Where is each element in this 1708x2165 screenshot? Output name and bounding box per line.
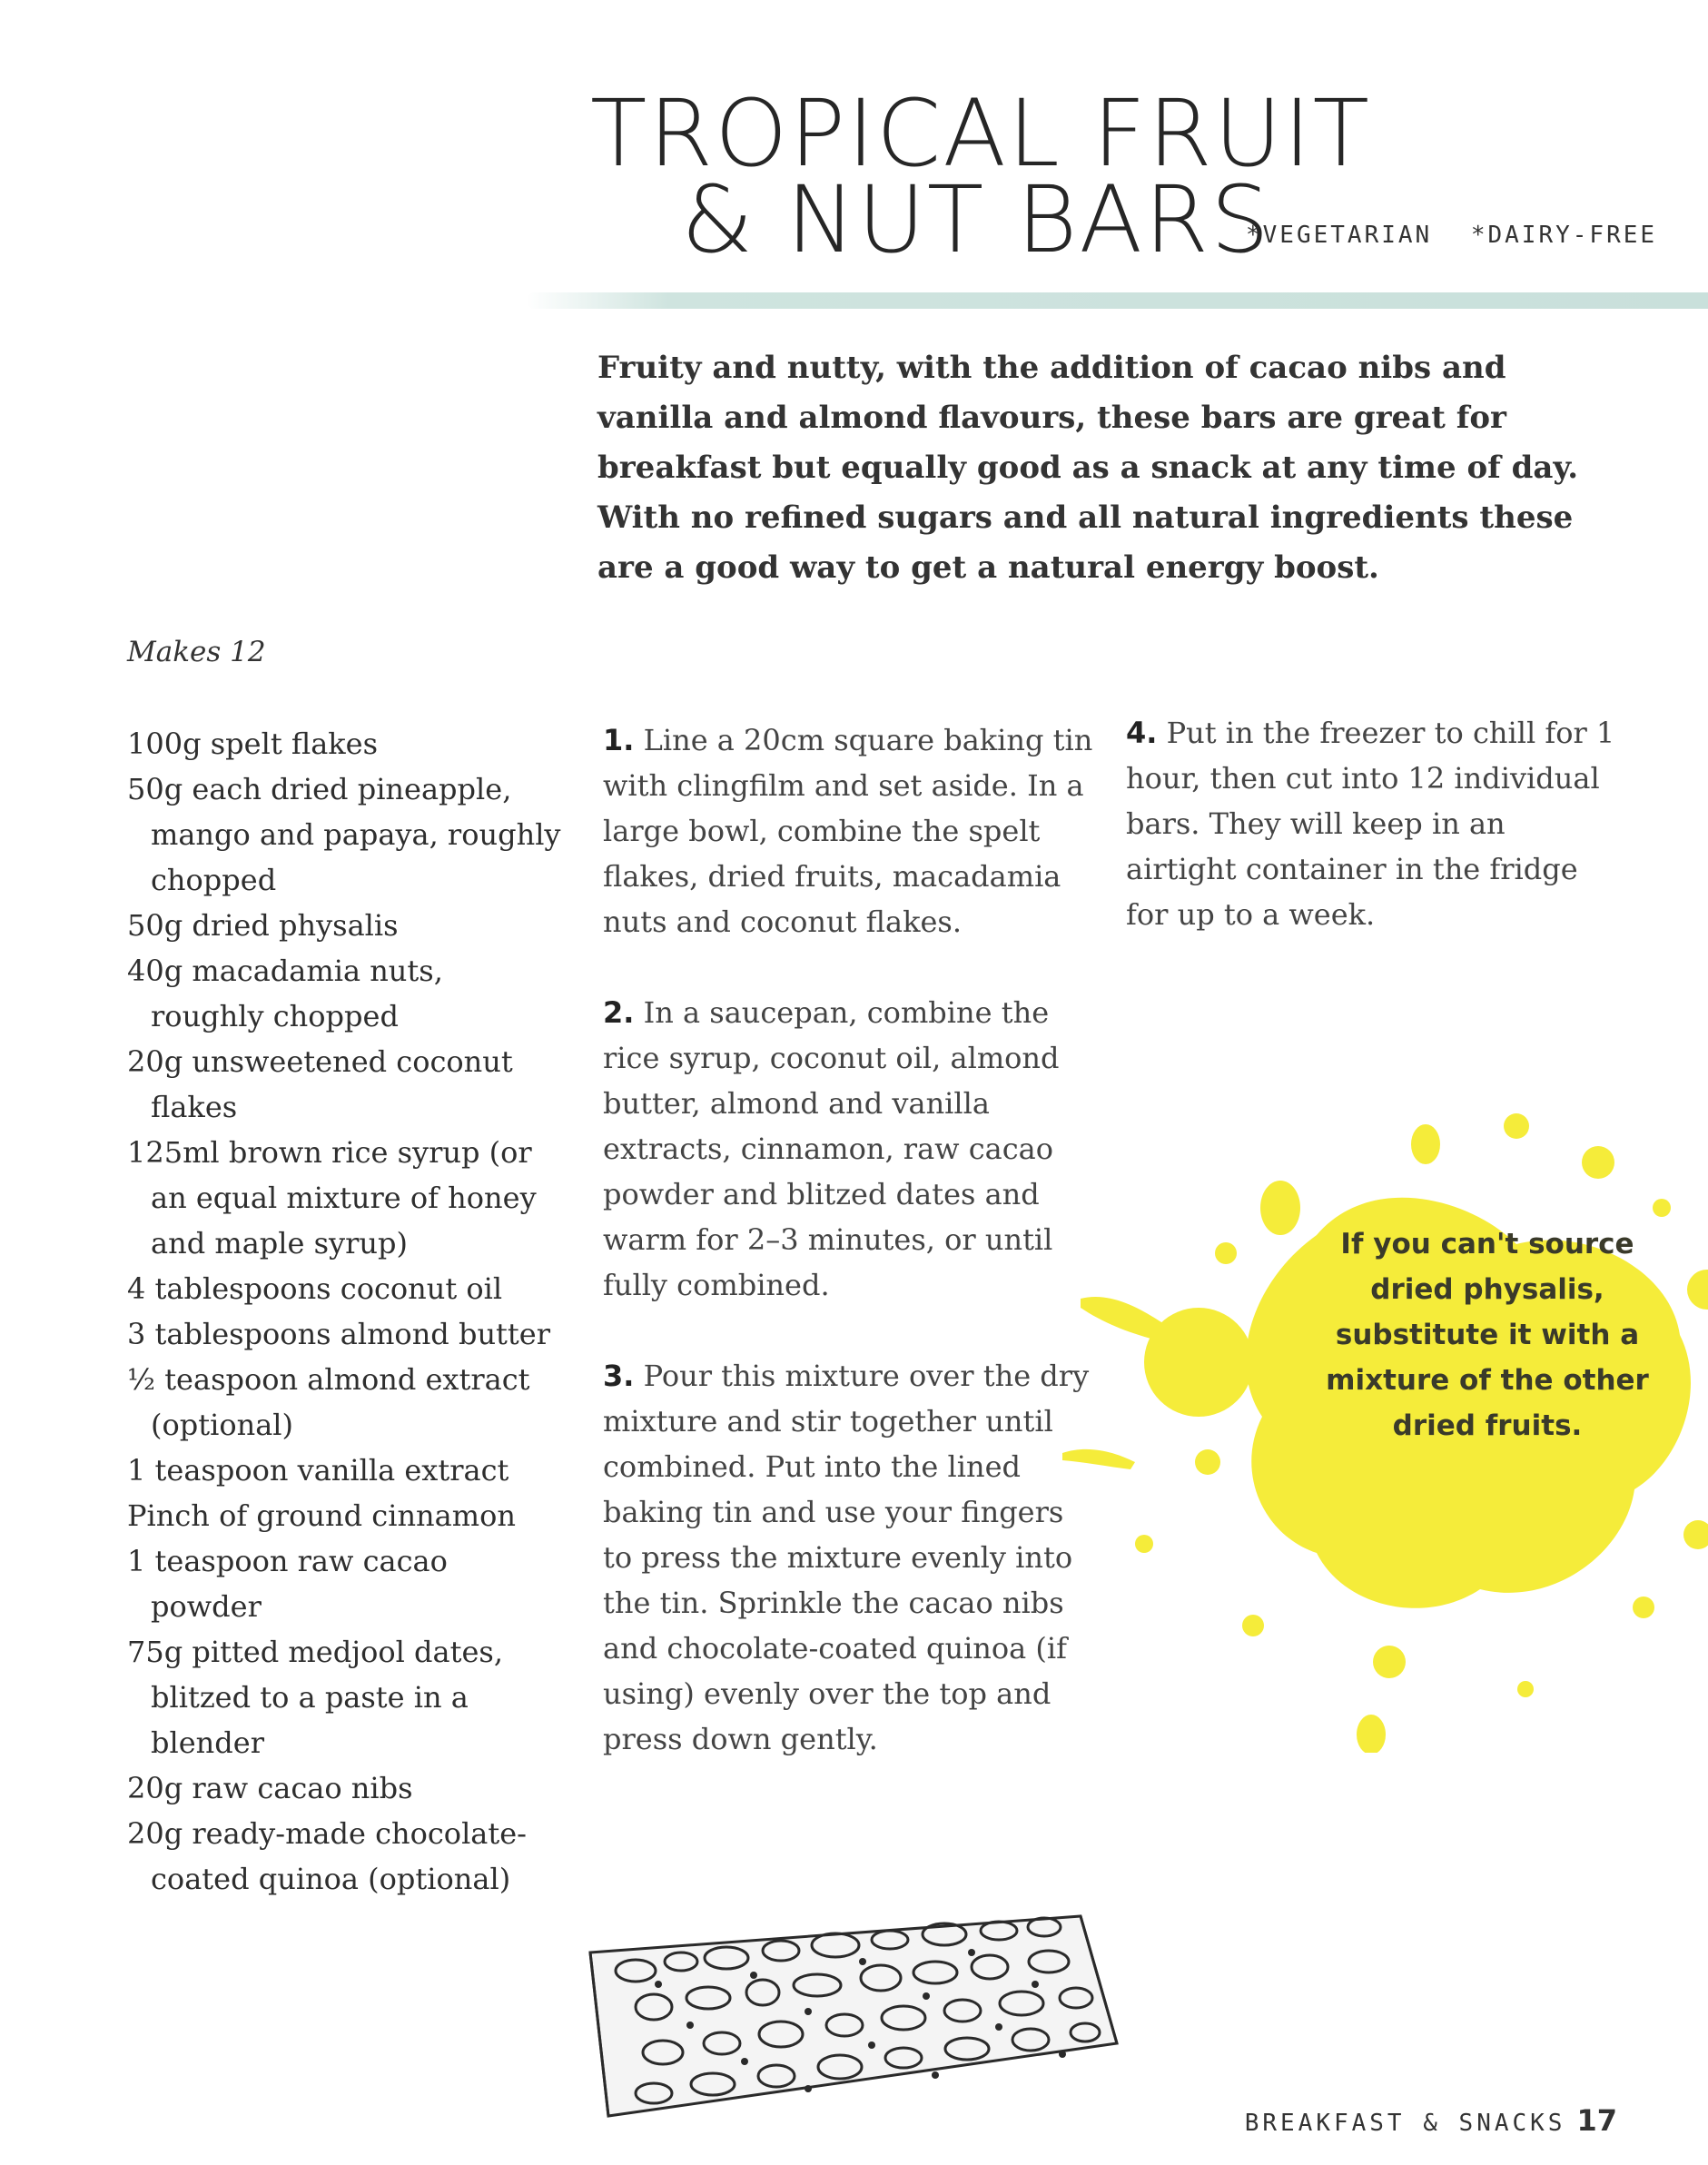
ingredient-item: 40g macadamia nuts, roughly chopped: [127, 954, 443, 1033]
tip-callout: If you can't source dried physalis, substitute it with a mixture of the other dried fruits.: [1326, 1228, 1649, 1442]
step-number: 2.: [603, 995, 635, 1030]
intro-paragraph: Fruity and nutty, with the addition of cacao nibs and vanilla and almond flavours, these bars are great for breakfast but equally good as a snack at any time of day. With no refined sugars and all natural ingredients these are a good way to get a natural energy boost.: [597, 350, 1579, 586]
page-footer: [1245, 2103, 1617, 2138]
ingredient-item: ½ teaspoon almond extract (optional): [127, 1362, 530, 1442]
fruit-nut-bar-illustration: [572, 1898, 1135, 2134]
ingredient-item: 125ml brown rice syrup (or an equal mixture of honey and maple syrup): [127, 1135, 537, 1260]
page-number: 17: [1576, 2103, 1617, 2138]
ingredient-item: 50g each dried pineapple, mango and papaya, roughly chopped: [127, 772, 561, 897]
title-line-1: TROPICAL FRUIT: [590, 80, 1371, 188]
ingredient-list: [127, 721, 563, 1902]
ingredient-item: 100g spelt flakes: [127, 727, 379, 761]
step-text: Pour this mixture over the dry mixture and stir together until combined. Put into the lined baking tin and use your fingers to press the mixture evenly into the tin. Sprinkle the cacao nibs and chocolate-coated quinoa (if using) evenly over the top and press down gently.: [603, 1359, 1090, 1756]
method-step-2: [603, 990, 1093, 1308]
tag-dairy-free: *DAIRY-FREE: [1470, 222, 1658, 249]
diet-tags: [1246, 222, 1679, 249]
ingredient-item: 20g raw cacao nibs: [127, 1771, 413, 1805]
ingredient-item: 20g unsweetened coconut flakes: [127, 1044, 513, 1124]
ingredient-item: 3 tablespoons almond butter: [127, 1317, 550, 1351]
ingredient-item: Pinch of ground cinnamon: [127, 1498, 516, 1533]
method-steps: [603, 717, 1093, 1807]
step-number: 3.: [603, 1359, 635, 1393]
ingredient-item: 20g ready-made chocolate-coated quinoa (optional): [127, 1816, 527, 1896]
title-line-2: & NUT BARS: [681, 166, 1271, 274]
title-underline-stroke: [527, 292, 1708, 309]
step-number: 1.: [603, 723, 635, 757]
ingredient-item: 1 teaspoon vanilla extract: [127, 1453, 509, 1488]
tag-vegetarian: *VEGETARIAN: [1246, 222, 1433, 249]
method-step-3: [603, 1353, 1093, 1762]
section-name: BREAKFAST & SNACKS: [1244, 2110, 1566, 2137]
step-text: Put in the freezer to chill for 1 hour, then cut into 12 individual bars. They will keep in an airtight container in the fridge for up to a week.: [1126, 716, 1615, 932]
method-step-1: [603, 717, 1093, 944]
method-step-4: [1126, 710, 1616, 937]
ingredient-item: 1 teaspoon raw cacao powder: [127, 1544, 448, 1624]
step-text: Line a 20cm square baking tin with clingfilm and set aside. In a large bowl, combine the spelt flakes, dried fruits, macadamia nuts and coconut flakes.: [603, 723, 1093, 939]
ingredient-item: 75g pitted medjool dates, blitzed to a paste in a blender: [127, 1635, 503, 1760]
yield-label: Makes 12: [127, 636, 266, 668]
ingredient-item: 4 tablespoons coconut oil: [127, 1271, 503, 1306]
step-text: In a saucepan, combine the rice syrup, coconut oil, almond butter, almond and vanilla extracts, cinnamon, raw cacao powder and blitzed dates and warm for 2–3 minutes, or until fully combined.: [603, 995, 1060, 1302]
ingredient-item: 50g dried physalis: [127, 908, 399, 943]
step-number: 4.: [1126, 716, 1158, 750]
